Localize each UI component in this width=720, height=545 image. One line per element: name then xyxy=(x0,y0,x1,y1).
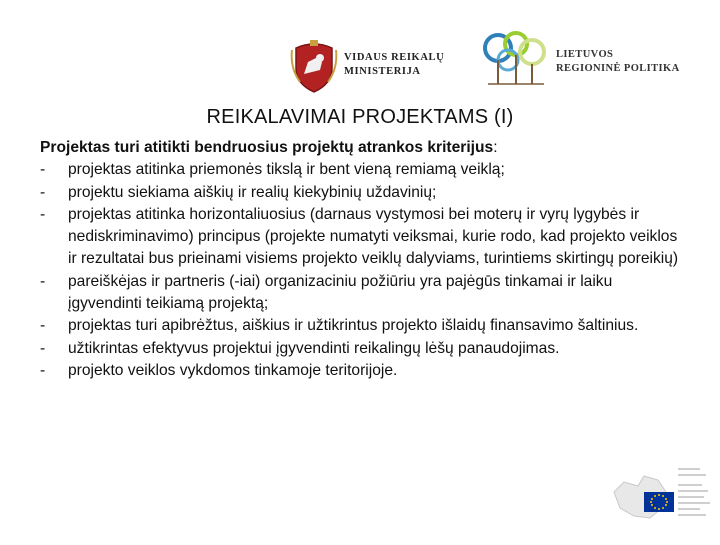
regional-policy-line2: REGIONINĖ POLITIKA xyxy=(556,63,680,74)
criteria-item-text: projektas atitinka priemonės tikslą ir bent vieną remiamą veiklą; xyxy=(68,161,505,179)
regional-policy-name xyxy=(556,48,680,76)
bullet-dash: - xyxy=(40,183,46,201)
header-logos xyxy=(0,0,720,100)
regional-policy-line1: LIETUVOS xyxy=(556,49,614,60)
criteria-item xyxy=(40,182,680,204)
ministry-name-line2: MINISTERIJA xyxy=(344,66,421,77)
eu-flag-icon xyxy=(610,462,720,540)
criteria-list xyxy=(40,159,680,382)
bullet-dash: - xyxy=(40,161,46,179)
criteria-intro-colon: : xyxy=(493,139,498,156)
criteria-item-text: projektu siekiama aiškių ir realių kiekybinių uždavinių; xyxy=(68,183,437,201)
criteria-item-text: projektas turi apibrėžtus, aiškius ir užtikrintus projekto išlaidų finansavimo šaltinius. xyxy=(68,317,639,335)
trees-emblem-icon xyxy=(480,28,552,90)
criteria-item xyxy=(40,315,680,337)
criteria-intro xyxy=(40,137,680,159)
coat-of-arms-icon xyxy=(290,38,338,94)
bullet-dash: - xyxy=(40,205,46,223)
criteria-item xyxy=(40,271,680,316)
regional-policy-logo xyxy=(480,28,680,90)
slide-title: REIKALAVIMAI PROJEKTAMS (I) xyxy=(206,106,514,128)
bullet-dash: - xyxy=(40,272,46,290)
criteria-item-text: pareiškėjas ir partneris (-iai) organizaciniu požiūriu yra pajėgūs tinkamai ir laiku įgyvendinti teikiamą projektą; xyxy=(68,272,613,313)
criteria-intro-bold: Projektas turi atitikti bendruosius projektų atrankos kriterijus xyxy=(40,139,494,156)
ministry-name-line1: VIDAUS REIKALŲ xyxy=(344,52,445,63)
ministry-name xyxy=(344,51,444,79)
criteria-item-text: projekto veiklos vykdomos tinkamoje teritorijoje. xyxy=(68,361,398,379)
eu-funds-logo xyxy=(610,462,720,540)
bullet-dash: - xyxy=(40,317,46,335)
criteria-item xyxy=(40,338,680,360)
criteria-item-text: užtikrintas efektyvus projektui įgyvendinti reikalingų lėšų panaudojimas. xyxy=(68,339,560,357)
criteria-item xyxy=(40,159,680,181)
criteria-item-text: projektas atitinka horizontaliuosius (darnaus vystymosi bei moterų ir vyrų lygybės ir nediskriminavimo) principus (projekte numatyti veiksmai, kurie rodo, kad projekto veiklos ir rezultatai bus prieinami visiems projekto veiklų dalyviams, turintiems skirtingų poreikių) xyxy=(68,205,679,268)
criteria-item xyxy=(40,204,680,271)
slide-content xyxy=(40,137,680,382)
ministry-logo xyxy=(290,38,470,94)
bullet-dash: - xyxy=(40,339,46,357)
bullet-dash: - xyxy=(40,361,46,379)
criteria-item xyxy=(40,360,680,382)
